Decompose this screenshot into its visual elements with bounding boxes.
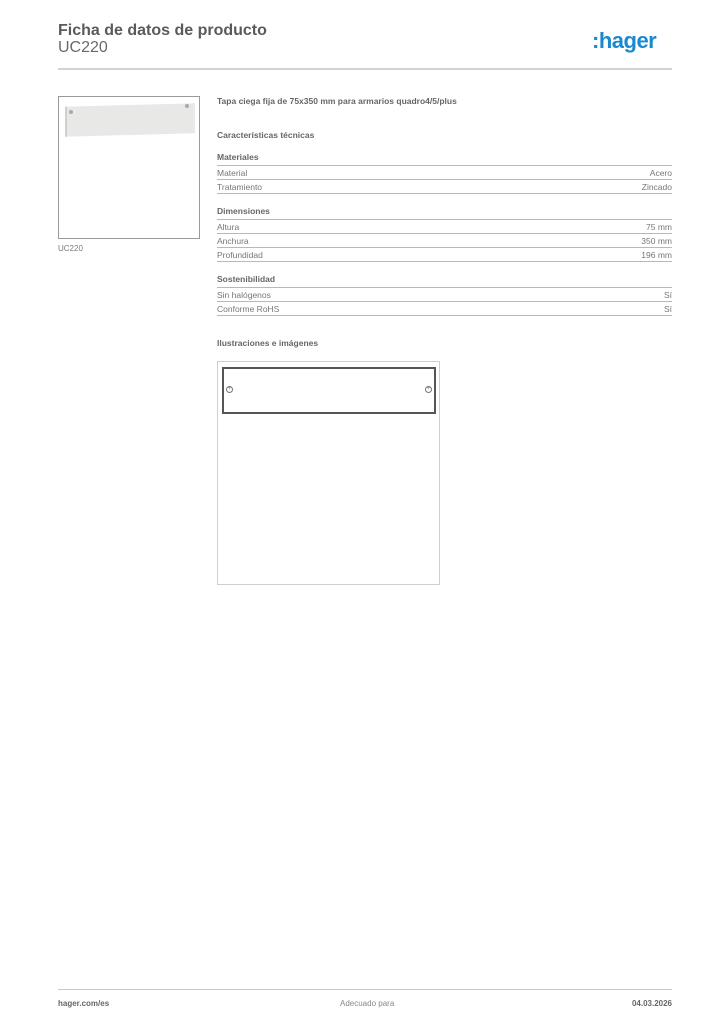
illustrations-title: Ilustraciones e imágenes [217,338,319,348]
product-details [217,96,672,348]
row-label: Profundidad [217,250,263,260]
row-value: 350 mm [641,236,672,246]
row-value: Acero [649,168,672,178]
row-label: Conforme RoHS [217,304,280,314]
row-label: Sin halógenos [217,290,271,300]
row-value: Sí [663,290,672,300]
footer-website-link[interactable]: hager.com/es [58,999,110,1008]
row-value: 75 mm [646,222,672,232]
row-label: Anchura [217,236,249,246]
panel-image [65,103,195,136]
technical-drawing [217,361,440,585]
hager-logo: :hager [592,28,657,53]
table-row [217,180,672,194]
group-title: Sostenibilidad [217,274,672,288]
table-row [217,302,672,316]
panel-outline [222,367,436,414]
footer-center-text: Adecuado para [340,999,395,1008]
product-thumbnail [58,96,200,239]
row-label: Material [217,168,248,178]
product-description: Tapa ciega fija de 75x350 mm para armarios quadro4/5/plus [217,96,457,106]
group-title: Materiales [217,152,672,166]
row-label: Altura [217,222,240,232]
row-value: 196 mm [641,250,672,260]
row-label: Tratamiento [217,182,263,192]
screw-icon [69,110,73,114]
table-row [217,248,672,262]
page-title: Ficha de datos de producto [58,22,267,39]
tech-section-title: Características técnicas [217,130,315,140]
row-value: Zincado [641,182,672,192]
thumbnail-caption: UC220 [58,244,83,253]
footer-divider [58,989,672,990]
group-materiales [217,152,672,194]
table-row [217,234,672,248]
group-dimensiones [217,206,672,262]
header-divider [58,68,672,70]
table-row [217,220,672,234]
table-row [217,166,672,180]
screw-icon: + [426,386,431,392]
group-sostenibilidad [217,274,672,316]
footer-date: 04.03.2026 [631,999,672,1008]
row-value: Sí [663,304,672,314]
screw-icon: + [227,386,232,392]
table-row [217,288,672,302]
screw-icon [185,104,189,108]
product-code: UC220 [58,39,108,56]
group-title: Dimensiones [217,206,672,220]
